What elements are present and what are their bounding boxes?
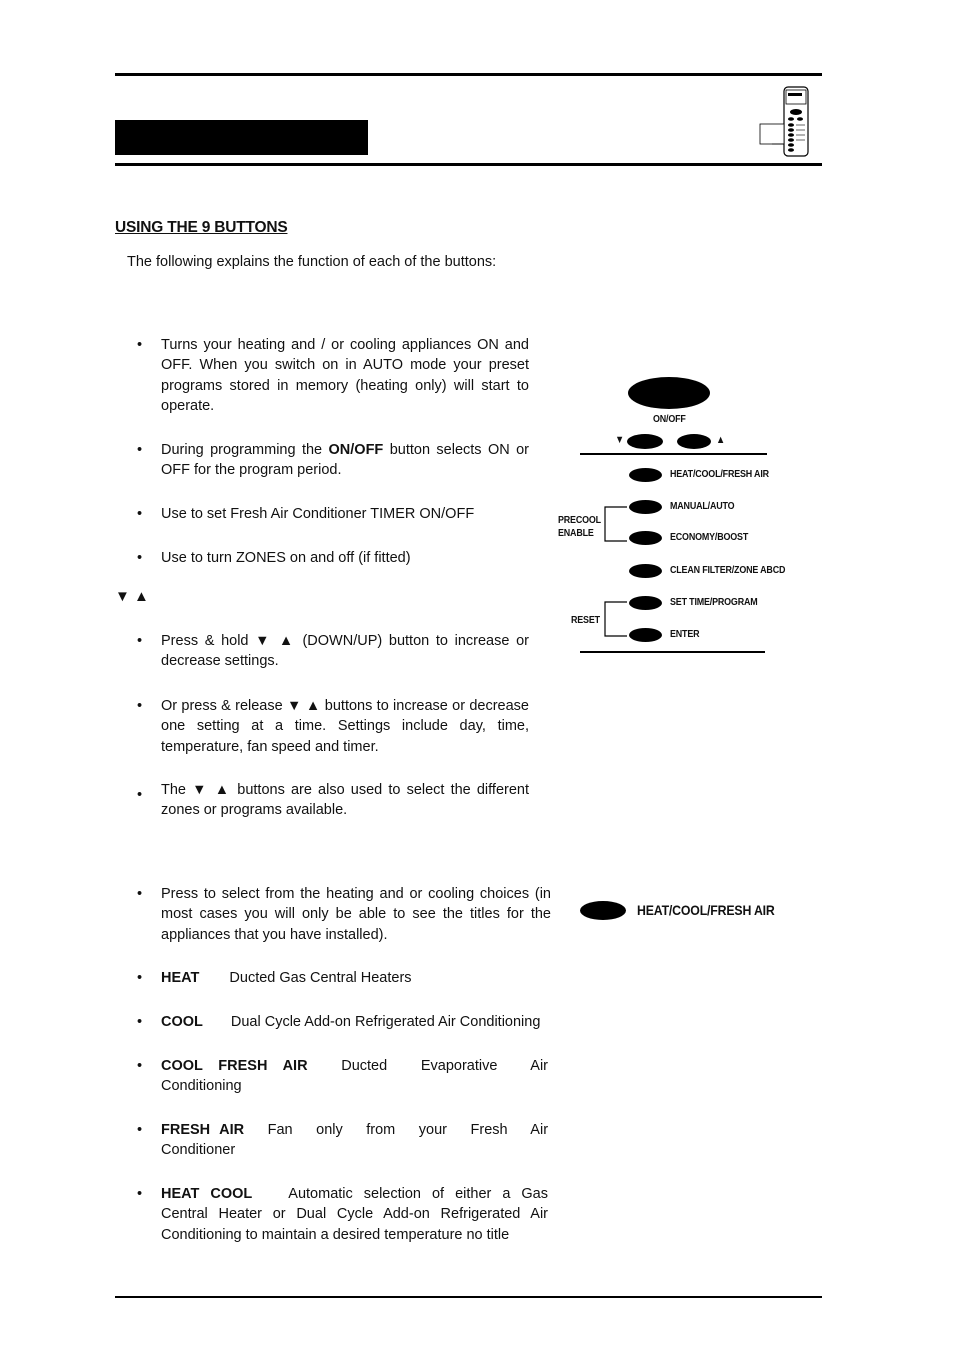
bullet-icon: • (137, 550, 143, 566)
bullet-text: The ▼ ▲ buttons are also used to select the different zones or programs available. (161, 782, 529, 819)
bullet-icon: • (137, 970, 143, 986)
down-arrow-icon: ▼ (615, 434, 625, 446)
down-button[interactable] (627, 434, 663, 449)
onoff-label: ON/OFF (653, 413, 686, 425)
bullet-text: Press & hold ▼ ▲ (DOWN/UP) button to increase or decrease settings. (161, 633, 529, 670)
manual-auto-label: MANUAL/AUTO (670, 500, 735, 512)
diagram-bottom-rule (580, 651, 765, 653)
intro-text: The following explains the function of each of the buttons: (127, 254, 497, 270)
set-time-program-button[interactable] (629, 596, 662, 610)
heat-cool-fresh-air-button-large[interactable] (580, 901, 626, 920)
bullet-text: Use to set Fresh Air Conditioner TIMER ON/OFF (161, 506, 475, 522)
bullet-text: Or press & release ▼ ▲ buttons to increase or decrease one setting at a time. Settings include day, time, temperature, fan speed and timer. (161, 698, 529, 755)
bullet-icon: • (137, 506, 143, 522)
reset-bracket (603, 600, 629, 640)
bullet-icon: • (137, 787, 143, 803)
bullet-text: Use to turn ZONES on and off (if fitted) (161, 550, 411, 566)
up-arrow-icon: ▲ (716, 434, 726, 446)
set-time-program-label: SET TIME/PROGRAM (670, 596, 758, 608)
bullet-icon: • (137, 1058, 143, 1074)
header-title-bar (115, 120, 368, 155)
bullet-icon: • (137, 1186, 143, 1202)
reset-label: RESET (571, 614, 600, 626)
bullet-text: COOL Dual Cycle Add-on Refrigerated Air Conditioning (161, 1014, 541, 1030)
heat-cool-fresh-air-label: HEAT/COOL/FRESH AIR (670, 468, 769, 480)
enable-label: ENABLE (558, 527, 594, 539)
economy-boost-button[interactable] (629, 531, 662, 545)
bullet-icon: • (137, 337, 143, 353)
onoff-button[interactable] (628, 377, 710, 409)
enter-label: ENTER (670, 628, 700, 640)
bullet-icon: • (137, 633, 143, 649)
enter-button[interactable] (629, 628, 662, 642)
bullet-text: COOL FRESH AIR Ducted Evaporative Air Conditioning (161, 1058, 548, 1095)
precool-bracket (603, 505, 629, 545)
heat-cool-fresh-air-button[interactable] (629, 468, 662, 482)
up-button[interactable] (677, 434, 711, 449)
top-rule (115, 73, 822, 76)
clean-filter-zone-button[interactable] (629, 564, 662, 578)
bullet-icon: • (137, 1014, 143, 1030)
precool-label: PRECOOL (558, 514, 601, 526)
clean-filter-zone-label: CLEAN FILTER/ZONE ABCD (670, 564, 786, 576)
bullet-text: Press to select from the heating and or cooling choices (in most cases you will only be able to see the titles for the appliances that you have installed). (161, 886, 551, 943)
footer-rule (115, 1296, 822, 1298)
diagram-top-rule (580, 453, 767, 455)
bullet-text: FRESH AIR Fan only from your Fresh Air Conditioner (161, 1122, 549, 1159)
bullet-icon: • (137, 886, 143, 902)
bullet-text: Turns your heating and / or cooling appliances ON and OFF. When you switch on in AUTO mode your preset programs stored in memory (heating only) will start to operate. (161, 337, 529, 414)
economy-boost-label: ECONOMY/BOOST (670, 531, 749, 543)
section-title: USING THE 9 BUTTONS (115, 219, 288, 236)
bullet-text: During programming the ON/OFF button selects ON or OFF for the program period. (161, 442, 529, 479)
bullet-icon: • (137, 442, 143, 458)
bullet-icon: • (137, 1122, 143, 1138)
bullet-icon: • (137, 698, 143, 714)
bullet-text: HEAT Ducted Gas Central Heaters (161, 970, 412, 986)
manual-auto-button[interactable] (629, 500, 662, 514)
bullet-text: HEAT COOL Automatic selection of either a Gas Central Heater or Dual Cycle Add-on Refrigerated Air Conditioning to maintain a desired temperature no title (161, 1186, 548, 1243)
arrows-heading: ▼ ▲ (115, 588, 149, 605)
header-bottom-rule (115, 163, 822, 166)
heat-cool-fresh-air-large-label: HEAT/COOL/FRESH AIR (637, 902, 775, 918)
remote-control-icon (758, 86, 810, 158)
